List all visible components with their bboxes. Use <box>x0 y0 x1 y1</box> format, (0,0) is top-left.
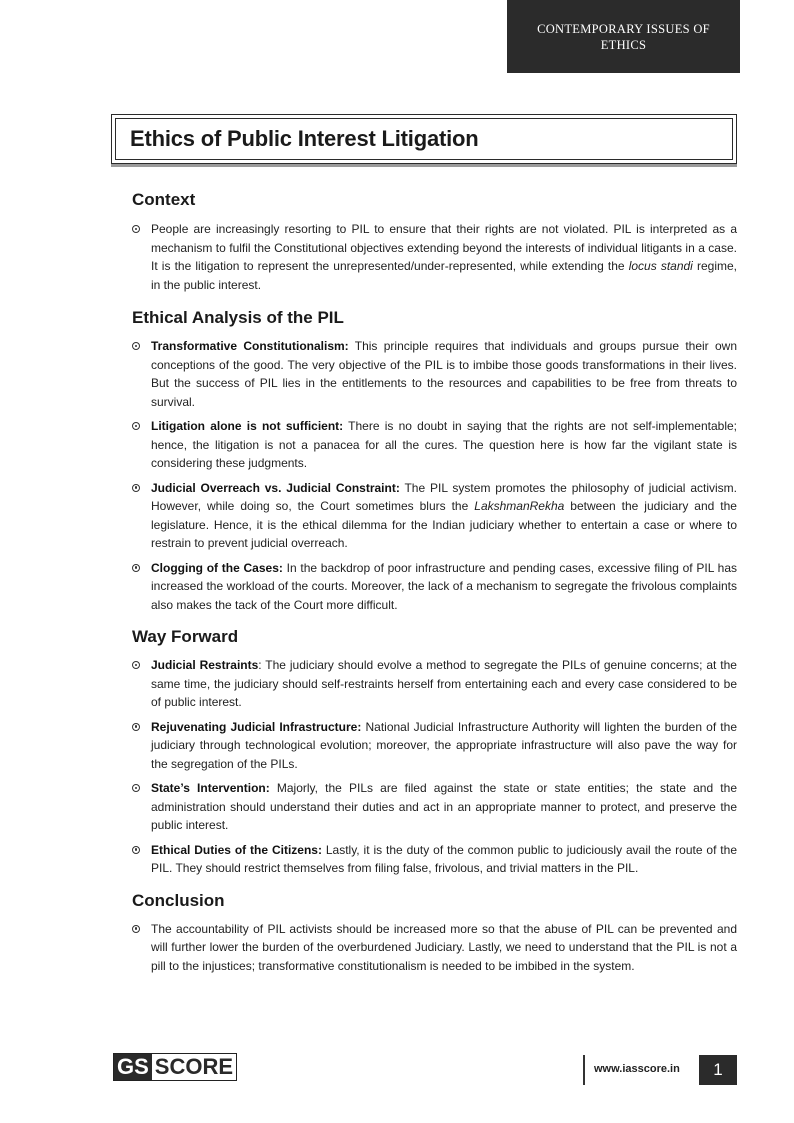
bullet-icon <box>132 723 140 731</box>
bullet-icon <box>132 564 140 572</box>
section-heading-conclusion: Conclusion <box>132 890 225 910</box>
bullet-icon <box>132 846 140 854</box>
bullet-icon <box>132 422 140 430</box>
bullet-icon <box>132 484 140 492</box>
list-item: Clogging of the Cases: In the backdrop of poor infrastructure and pending cases, excessive filing of PIL has increased the workload of the courts. Moreover, the lack of a mechanism to segregate the frivolous complaints also makes the tack of the Court more difficult. <box>132 559 737 615</box>
section-heading-context: Context <box>132 190 196 209</box>
list-item: Judicial Overreach vs. Judicial Constraint: The PIL system promotes the philosophy of judicial activism. However, while doing so, the Court sometimes blurs the LakshmanRekha between the judiciary and the legislature. Hence, it is the ethical dilemma for the Indian judiciary whether to entertain a case or where to restrain to prevent judicial overreach. <box>132 479 737 553</box>
bullet-icon <box>132 225 140 233</box>
bullet-icon <box>132 342 140 350</box>
list-item: Litigation alone is not sufficient: There is no doubt in saying that the rights are not self-implementable; hence, the litigation is not a panacea for all the cures. The question here is how far the vigilant state is considering these judgments. <box>132 417 737 473</box>
title-frame <box>111 114 737 164</box>
bullet-icon <box>132 925 140 933</box>
title-underline-bar <box>111 164 737 167</box>
list-item: Rejuvenating Judicial Infrastructure: National Judicial Infrastructure Authority will lighten the burden of the judiciary through technological evolution; moreover, the appropriate infrastructure will also pave the way for the segregation of the PILs. <box>132 718 737 774</box>
way-forward-list <box>132 656 737 878</box>
running-header-line-2: ETHICS <box>600 38 647 52</box>
page-number: 1 <box>699 1055 737 1085</box>
conclusion-list <box>132 920 737 976</box>
list-item: Judicial Restraints: The judiciary should evolve a method to segregate the PILs of genuine concerns; at the same time, the judiciary should self-restraints herself from entertaining each and every case considered to be of public interest. <box>132 656 737 712</box>
article-body <box>132 190 737 975</box>
footer-url: www.iasscore.in <box>594 1063 680 1075</box>
list-item: Transformative Constitutionalism: This principle requires that individuals and groups pursue their own conceptions of the good. The very objective of the PIL is to imbibe those goods transformations in their lives. But the success of PIL lies in the entitlements to the resources and capabilities to be free from threats to survival. <box>132 337 737 411</box>
section-heading-analysis: Ethical Analysis of the PIL <box>132 308 344 327</box>
list-item: People are increasingly resorting to PIL to ensure that their rights are not violated. PIL is interpreted as a mechanism to fulfil the Constitutional objectives extending beyond the interests of individual litigants in a case. It is the litigation to represent the unrepresented/under-represented, while extending the locus standi regime, in the public interest. <box>132 220 737 294</box>
logo-gs-part: GS <box>114 1054 152 1080</box>
logo-score-part: SCORE <box>152 1054 236 1080</box>
bullet-icon <box>132 661 140 669</box>
list-item: State’s Intervention: Majorly, the PILs are filed against the state or state entities; the state and the administration should understand their duties and act in an appropriate manner to protect, and preserve the public interest. <box>132 779 737 835</box>
footer-divider <box>583 1055 585 1085</box>
list-item: Ethical Duties of the Citizens: Lastly, it is the duty of the common public to judiciously avail the route of the PIL. They should restrict themselves from filing false, frivolous, and trivial matters in the PIL. <box>132 841 737 878</box>
section-heading-way-forward: Way Forward <box>132 627 239 646</box>
list-item: The accountability of PIL activists should be increased more so that the abuse of PIL can be prevented and will further lower the burden of the overburdened Judiciary. Lastly, we need to understand that the PIL is not a pill to the injustices; transformative constitutionalism is needed to be imbibed in the system. <box>132 920 737 976</box>
bullet-icon <box>132 784 140 792</box>
title-inner-frame <box>115 118 733 160</box>
running-header-line-1: CONTEMPORARY ISSUES OF <box>537 22 710 36</box>
analysis-list <box>132 337 737 614</box>
gsscore-logo <box>113 1053 237 1081</box>
page-title: Ethics of Public Interest Litigation <box>130 126 479 151</box>
context-list <box>132 220 737 294</box>
running-header <box>507 0 740 73</box>
